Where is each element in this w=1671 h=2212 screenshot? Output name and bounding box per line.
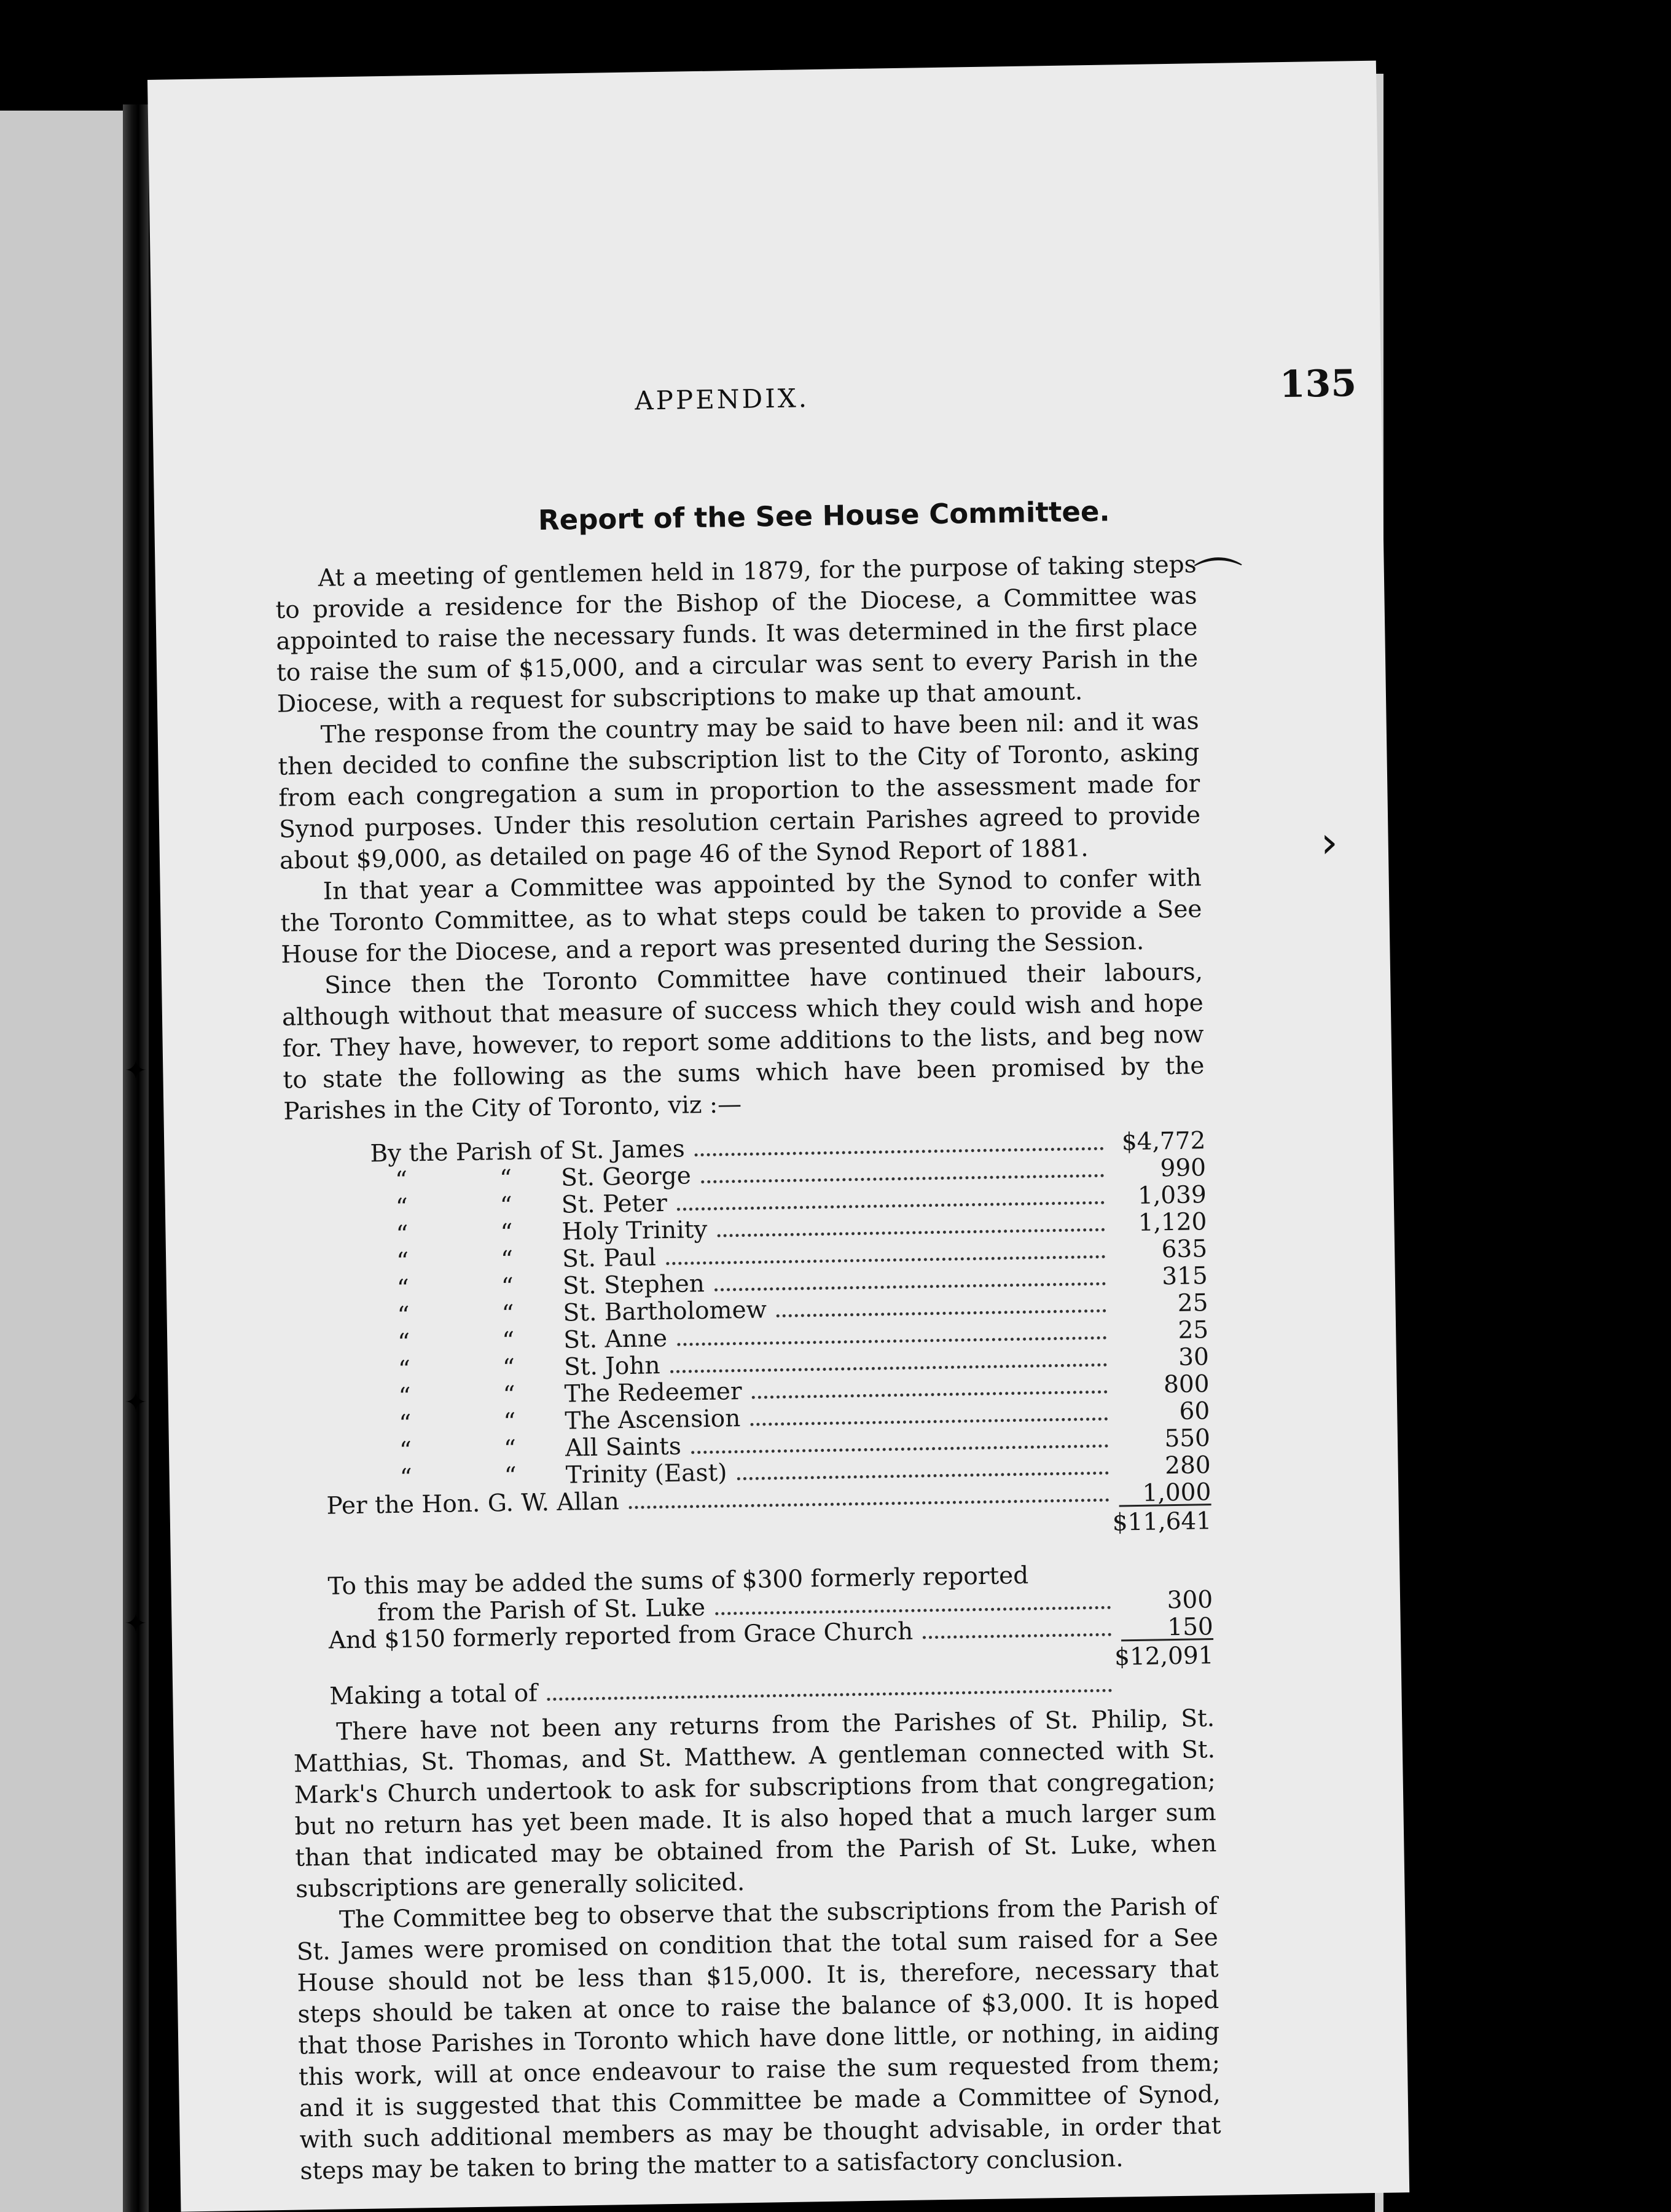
facing-page-edge [0,111,132,2212]
binding-stitch-icon: ✦ [124,1387,147,1418]
parish-name: St. Anne [563,1324,668,1354]
ditto-mark: “ [501,1327,515,1355]
ditto-mark: “ [500,1218,513,1247]
parish-name: Holy Trinity [562,1215,708,1246]
pen-mark-icon: › [1320,817,1339,868]
ditto-mark: “ [500,1245,514,1274]
ditto-mark: “ [499,1164,512,1193]
page-header [633,307,1357,416]
ledger-amount: 25 [1177,1289,1208,1317]
ditto-mark: “ [396,1220,409,1249]
parish-name: The Redeemer [564,1378,742,1408]
page-number: 135 [1279,362,1357,407]
ditto-mark: “ [397,1328,410,1357]
parish-name: St. James [570,1135,686,1165]
dot-leader [923,1633,1111,1639]
ledger-amount: 1,120 [1138,1208,1207,1237]
parish-name: St. John [563,1352,660,1381]
ledger-amount: 550 [1164,1424,1211,1453]
ditto-mark: “ [501,1273,514,1301]
parish-name: St. Paul [562,1244,657,1273]
paragraph: The response from the country may be said to have been nil: and it was then decided to confine the subscription list to the City of Toronto, asking from each congregation a sum in proportion to the assessment made for Synod purposes. Under this resolution certain Parishes agreed to provide about $9,000, as detailed on page 46 of the Synod Report of 1881. [278,707,1201,875]
dot-leader [629,1499,1109,1509]
ledger-amount: 280 [1164,1451,1211,1480]
parish-name: All Saints [565,1432,682,1462]
ditto-mark: “ [396,1274,410,1303]
subtotal-amount: $11,641 [1112,1507,1212,1537]
running-head: APPENDIX. [634,383,810,416]
pen-mark-icon: ⌒ [1193,553,1243,611]
binding-stitch-icon: ✦ [124,1055,147,1086]
book-spine [123,104,149,2212]
added-text: To this may be added the sums of $300 formerly reported [327,1561,1029,1601]
ditto-mark: “ [504,1462,517,1491]
ditto-mark: “ [397,1355,411,1384]
ledger-amount: 800 [1163,1370,1210,1399]
ledger-amount: 315 [1161,1262,1208,1291]
total-label: Making a total of [329,1679,538,1711]
ditto-mark: “ [399,1464,413,1492]
ledger-amount: 300 [1167,1586,1213,1615]
ditto-mark: “ [399,1410,412,1438]
parish-name: St. Peter [561,1189,668,1219]
subscription-ledger [284,1125,1214,1711]
ledger-amount: 60 [1179,1397,1210,1426]
ledger-amount: 30 [1178,1343,1210,1371]
parish-name: St. Stephen [562,1270,705,1300]
parish-name: Trinity (East) [565,1459,727,1489]
spacer [1122,1690,1214,1692]
ledger-amount: 1,039 [1137,1181,1207,1210]
report-title: Report of the See House Committee. [538,495,1110,537]
paragraph: There have not been any returns from the Parishes of St. Philip, St. Matthias, St. Thomas, and St. Matthew. A gentleman connected with St. Mark's Church undertook to ask for subscriptions from that congregation; but no return has yet been made. It is also hoped that a much larger sum than that indicated may be obtained from the Parish of St. Luke, when subscriptions are generally solicited. [293,1704,1217,1904]
ledger-amount: 1,000 [1142,1478,1211,1507]
ditto-mark: “ [394,1166,408,1194]
ditto-mark: “ [395,1193,409,1222]
binding-stitch-icon: ✦ [124,1608,147,1639]
parish-name: St. George [560,1162,692,1192]
ledger-label: Per the Hon. G. W. Allan [326,1488,620,1520]
document-page [147,61,1409,2212]
paragraph: The Committee beg to observe that the subscriptions from the Parish of St. James were promised on condition that the total sum raised for a See House should not be less than $15,000. It is, therefore, necessary that steps should be taken at once to raise the balance of $3,000. It is hoped that those Parishes in Toronto which have done little, or nothing, in aiding this work, will at once endeavour to raise the sum requested from them; and it is suggested that this Committee be made a Committee of Synod, with such additional members as may be thought advisable, in order that steps may be taken to bring the matter to a satisfactory conclusion. [296,1892,1221,2186]
ditto-mark: “ [499,1191,513,1220]
paragraph: At a meeting of gentlemen held in 1879, for the purpose of taking steps to provide a residence for the Bishop of the Diocese, a Committee was appointed to raise the necessary funds. It was determined in the first place to raise the sum of $15,000, and a circular was sent to every Parish in the Diocese, with a request for subscriptions to make up that amount. [275,551,1199,718]
parish-name: The Ascension [565,1405,741,1435]
ledger-amount: 25 [1178,1316,1209,1344]
paragraph: Since then the Toronto Committee have continued their labours, although without that measure of success which they could wish and hope for. They have, however, to report some additions to the lists, and beg now to state the following as the sums which have been promised by the Parishes in the City of Toronto, viz :— [281,958,1205,1126]
ditto-mark: “ [396,1247,409,1276]
ditto-mark: “ [501,1300,514,1328]
ledger-amount: 150 [1167,1613,1214,1642]
ditto-mark: “ [397,1301,410,1330]
ledger-amount: 635 [1161,1235,1208,1264]
total-amount: $12,091 [1114,1642,1214,1671]
added-text: from the Parish of St. Luke [377,1594,706,1627]
ledger-prefix: By the Parish of [370,1137,563,1168]
added-text: And $150 formerly reported from Grace Church [328,1617,914,1655]
ditto-mark: “ [503,1435,517,1464]
ditto-mark: “ [398,1382,412,1411]
paragraph: In that year a Committee was appointed by the Synod to confer with the Toronto Committee, as to what steps could be taken to provide a See House for the Diocese, and a report was presented during the Session. [280,864,1202,969]
ditto-mark: “ [399,1437,412,1465]
ditto-mark: “ [502,1354,515,1382]
ledger-amount: $4,772 [1121,1127,1206,1156]
parish-name: St. Bartholomew [563,1296,767,1327]
ditto-mark: “ [503,1381,515,1410]
ledger-amount: 990 [1160,1154,1207,1183]
report-body [275,549,1221,2187]
ditto-mark: “ [503,1408,516,1437]
